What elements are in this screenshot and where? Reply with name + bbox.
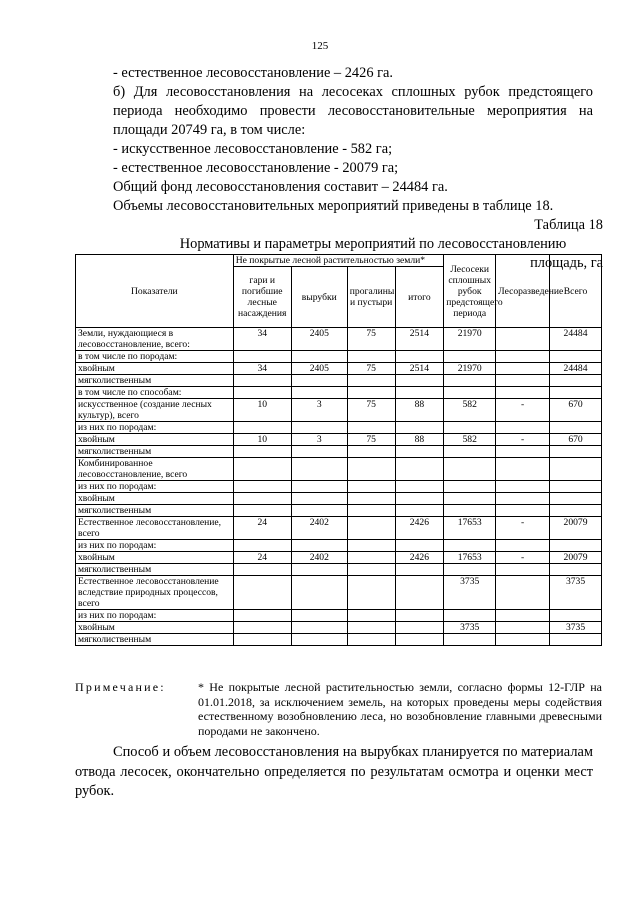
table-row (76, 387, 602, 399)
header-clearings: Лесосеки сплошных рубок предстоящего периода (444, 255, 496, 328)
row-label: Земли, нуждающиеся в лесовосстановление, всего: (76, 328, 234, 351)
row-cell (347, 493, 395, 505)
row-cell: 88 (395, 434, 444, 446)
row-cell (496, 351, 550, 363)
paragraph-1: - естественное лесовосстановление – 2426 га. (113, 65, 393, 81)
note-label: Примечание: (75, 680, 166, 694)
row-cell (444, 540, 496, 552)
row-cell: 34 (233, 363, 291, 375)
header-fellings: вырубки (291, 267, 347, 328)
row-cell (291, 375, 347, 387)
closing-text (75, 743, 593, 802)
row-cell (444, 610, 496, 622)
row-cell: 24484 (550, 328, 602, 351)
row-cell: 2402 (291, 517, 347, 540)
row-cell (347, 422, 395, 434)
table-row (76, 576, 602, 610)
row-cell: 34 (233, 328, 291, 351)
row-cell (550, 446, 602, 458)
row-label: в том числе по способам: (76, 387, 234, 399)
closing-paragraph: Способ и объем лесовосстановления на вырубках планируется по материалам отвода лесосек, окончательно определяется по результатам осмотра и оценки мест рубок. (75, 744, 593, 799)
table-title: Нормативы и параметры мероприятий по лесовосстановлению (179, 236, 567, 252)
row-cell (496, 481, 550, 493)
row-cell (444, 634, 496, 646)
row-cell (233, 505, 291, 517)
row-cell (291, 505, 347, 517)
row-label: Комбинированное лесовосстановление, всего (76, 458, 234, 481)
row-cell (291, 564, 347, 576)
row-cell: 2405 (291, 328, 347, 351)
table-row (76, 622, 602, 634)
row-cell (395, 446, 444, 458)
row-cell (347, 505, 395, 517)
row-cell: 2426 (395, 517, 444, 540)
row-cell (444, 446, 496, 458)
row-cell (444, 351, 496, 363)
row-cell (496, 540, 550, 552)
row-label: из них по породам: (76, 610, 234, 622)
body-text (113, 64, 603, 273)
row-cell (347, 458, 395, 481)
row-cell (347, 387, 395, 399)
row-cell (395, 458, 444, 481)
row-cell (291, 610, 347, 622)
row-cell: 10 (233, 399, 291, 422)
row-cell (395, 375, 444, 387)
table-row (76, 434, 602, 446)
table-row (76, 328, 602, 351)
row-cell: 582 (444, 399, 496, 422)
row-cell (550, 387, 602, 399)
row-cell: 24 (233, 517, 291, 540)
row-cell (291, 493, 347, 505)
restoration-table-container (75, 254, 602, 646)
row-label: из них по породам: (76, 422, 234, 434)
row-cell (233, 634, 291, 646)
row-cell: 3735 (550, 576, 602, 610)
row-cell (291, 422, 347, 434)
row-cell (550, 493, 602, 505)
row-label: хвойным (76, 493, 234, 505)
row-cell (550, 634, 602, 646)
row-cell (550, 505, 602, 517)
row-cell (233, 458, 291, 481)
row-cell (347, 351, 395, 363)
row-cell (233, 481, 291, 493)
row-cell (291, 622, 347, 634)
row-cell (347, 375, 395, 387)
row-cell: 75 (347, 434, 395, 446)
row-cell: 670 (550, 434, 602, 446)
table-row (76, 375, 602, 387)
row-cell (291, 481, 347, 493)
row-label: из них по породам: (76, 540, 234, 552)
row-cell (347, 552, 395, 564)
row-cell (395, 622, 444, 634)
table-row (76, 634, 602, 646)
row-cell (550, 540, 602, 552)
row-cell: 2402 (291, 552, 347, 564)
row-cell (496, 564, 550, 576)
row-cell: 20079 (550, 517, 602, 540)
row-cell (233, 387, 291, 399)
row-cell (444, 458, 496, 481)
row-cell: - (496, 399, 550, 422)
row-cell: 3 (291, 399, 347, 422)
table-row (76, 517, 602, 540)
row-cell (347, 610, 395, 622)
row-cell (395, 505, 444, 517)
row-cell (233, 622, 291, 634)
row-cell (291, 351, 347, 363)
page-number: 125 (311, 40, 329, 52)
table-row (76, 422, 602, 434)
row-label: Естественное лесовосстановление, всего (76, 517, 234, 540)
row-cell (496, 363, 550, 375)
row-cell (496, 610, 550, 622)
row-cell (347, 517, 395, 540)
row-cell (233, 351, 291, 363)
row-cell: 75 (347, 328, 395, 351)
row-cell (347, 540, 395, 552)
row-label: хвойным (76, 363, 234, 375)
table-row (76, 505, 602, 517)
row-cell (395, 576, 444, 610)
row-cell (233, 564, 291, 576)
row-cell: 3735 (444, 622, 496, 634)
row-cell (444, 564, 496, 576)
row-cell (347, 622, 395, 634)
row-cell (291, 387, 347, 399)
row-cell (395, 481, 444, 493)
row-cell (496, 387, 550, 399)
row-cell (496, 622, 550, 634)
note-text: * Не покрытые лесной растительностью земли, согласно формы 12-ГЛР на 01.01.2018, за исключением земель, на которых проведены меры содействия естественному возобновлению леса, но возобновление главными древесными породами не закончено. (198, 680, 602, 738)
row-cell (496, 422, 550, 434)
row-cell: 582 (444, 434, 496, 446)
paragraph-5: Общий фонд лесовосстановления составит – 24484 га. (113, 179, 448, 195)
table-body (76, 328, 602, 646)
row-cell (496, 634, 550, 646)
table-row (76, 493, 602, 505)
row-cell (233, 493, 291, 505)
row-cell (291, 576, 347, 610)
table-row (76, 481, 602, 493)
header-indicator: Показатели (76, 255, 234, 328)
row-cell (550, 351, 602, 363)
paragraph-2-text: б) Для лесовосстановления на лесосеках сплошных рубок предстоящего периода необходимо провести лесовосстановительные мероприятия на площади 20749 га, в том числе: (113, 84, 593, 138)
row-cell: 3735 (550, 622, 602, 634)
row-label: мягколиственным (76, 375, 234, 387)
row-cell (444, 481, 496, 493)
row-cell (395, 351, 444, 363)
row-cell: 75 (347, 399, 395, 422)
paragraph-2 (113, 83, 593, 140)
row-cell (395, 540, 444, 552)
row-label: хвойным (76, 622, 234, 634)
paragraph-3: - искусственное лесовосстановление - 582 га; (113, 141, 393, 157)
header-subtotal: итого (395, 267, 444, 328)
row-cell (444, 375, 496, 387)
row-cell (233, 610, 291, 622)
row-cell: 20079 (550, 552, 602, 564)
row-cell (233, 576, 291, 610)
row-cell: 3735 (444, 576, 496, 610)
row-cell: 17653 (444, 517, 496, 540)
row-cell (347, 634, 395, 646)
row-cell: 670 (550, 399, 602, 422)
row-cell (233, 422, 291, 434)
row-cell (395, 564, 444, 576)
row-cell: - (496, 434, 550, 446)
table-label: Таблица 18 (534, 217, 603, 233)
row-cell (233, 375, 291, 387)
row-cell: 88 (395, 399, 444, 422)
row-cell (347, 576, 395, 610)
row-cell: 75 (347, 363, 395, 375)
row-cell (347, 481, 395, 493)
row-cell: 21970 (444, 363, 496, 375)
header-drainage: Лесоразведение (496, 255, 550, 328)
row-cell (550, 458, 602, 481)
table-row (76, 564, 602, 576)
row-cell (233, 446, 291, 458)
row-label: хвойным (76, 552, 234, 564)
row-cell (347, 446, 395, 458)
header-group: Не покрытые лесной растительностью земли* (233, 255, 444, 267)
row-cell (291, 446, 347, 458)
row-label: мягколиственным (76, 446, 234, 458)
row-cell: 10 (233, 434, 291, 446)
row-cell (395, 422, 444, 434)
table-unit: площадь, га (530, 255, 603, 271)
header-burnt: гари и погибшие лесные насаждения (233, 267, 291, 328)
table-row (76, 363, 602, 375)
row-cell: 24 (233, 552, 291, 564)
row-cell (496, 328, 550, 351)
row-cell (496, 505, 550, 517)
row-cell (347, 564, 395, 576)
paragraph-4: - естественное лесовосстановление - 20079 га; (113, 160, 399, 176)
row-cell: 2514 (395, 363, 444, 375)
row-cell: - (496, 552, 550, 564)
row-cell (550, 375, 602, 387)
row-cell (550, 422, 602, 434)
row-label: из них по породам: (76, 481, 234, 493)
row-label: мягколиственным (76, 634, 234, 646)
row-label: в том числе по породам: (76, 351, 234, 363)
table-row (76, 610, 602, 622)
row-cell (550, 481, 602, 493)
table-row (76, 540, 602, 552)
row-cell (444, 387, 496, 399)
note (75, 680, 602, 738)
row-cell (444, 422, 496, 434)
row-cell (444, 505, 496, 517)
row-cell (395, 493, 444, 505)
row-cell (233, 540, 291, 552)
row-label: искусственное (создание лесных культур), всего (76, 399, 234, 422)
row-cell (395, 610, 444, 622)
row-cell (291, 458, 347, 481)
restoration-table (75, 254, 602, 646)
row-cell: 2426 (395, 552, 444, 564)
row-cell (395, 634, 444, 646)
header-glades: прогалины и пустыри (347, 267, 395, 328)
row-cell: 24484 (550, 363, 602, 375)
row-label: мягколиственным (76, 564, 234, 576)
row-cell (496, 576, 550, 610)
row-cell (291, 634, 347, 646)
row-cell: 21970 (444, 328, 496, 351)
row-cell: 2405 (291, 363, 347, 375)
row-cell: 2514 (395, 328, 444, 351)
row-cell (496, 446, 550, 458)
row-cell (550, 610, 602, 622)
paragraph-6: Объемы лесовосстановительных мероприятий приведены в таблице 18. (113, 198, 554, 214)
row-cell (550, 564, 602, 576)
table-row (76, 399, 602, 422)
table-row (76, 458, 602, 481)
header-total: Всего (550, 255, 602, 328)
row-label: Естественное лесовосстановление вследствие природных процессов, всего (76, 576, 234, 610)
row-cell: - (496, 517, 550, 540)
table-row (76, 552, 602, 564)
row-cell (496, 458, 550, 481)
row-cell (496, 375, 550, 387)
table-row (76, 446, 602, 458)
row-cell: 3 (291, 434, 347, 446)
row-cell (395, 387, 444, 399)
row-cell (496, 493, 550, 505)
row-cell (444, 493, 496, 505)
table-row (76, 351, 602, 363)
row-cell: 17653 (444, 552, 496, 564)
row-label: хвойным (76, 434, 234, 446)
row-cell (291, 540, 347, 552)
row-label: мягколиственным (76, 505, 234, 517)
